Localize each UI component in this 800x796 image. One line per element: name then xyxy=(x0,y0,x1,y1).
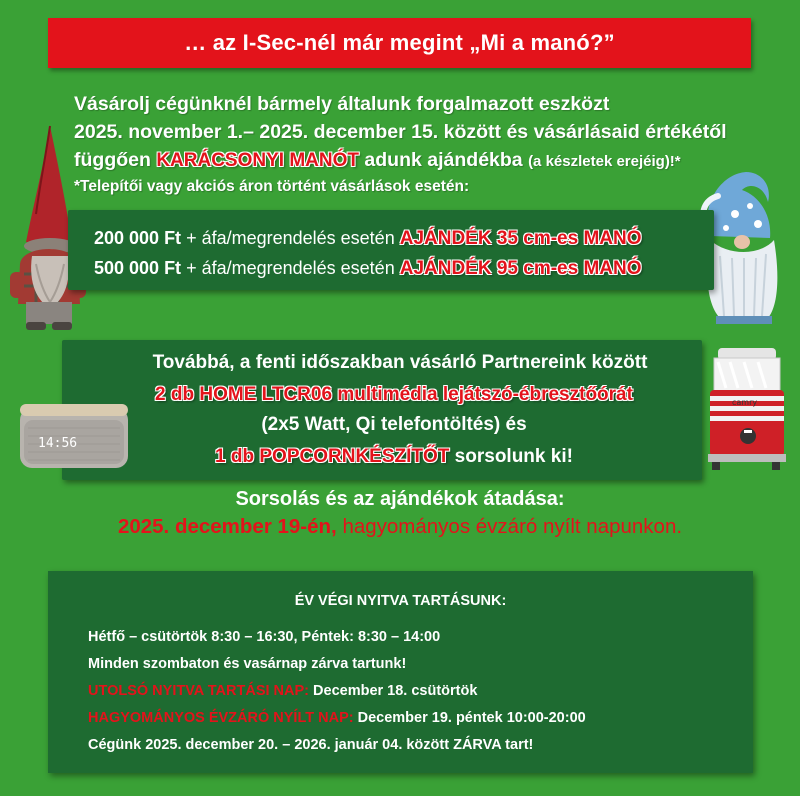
intro-text-a: függően xyxy=(74,149,157,171)
hours-closed-period: Cégünk 2025. december 20. – 2026. január 04. között ZÁRVA tart! xyxy=(88,737,534,753)
draw-event: hagyományos évzáró nyílt napunkon. xyxy=(336,515,683,538)
opening-hours-box xyxy=(48,571,753,773)
raffle-line-4 xyxy=(62,446,702,468)
draw-date-line xyxy=(0,515,800,539)
hours-weekdays: Hétfő – csütörtök 8:30 – 16:30, Péntek: 8:30 – 14:00 xyxy=(88,629,441,645)
offer-condition: + áfa/megrendelés esetén xyxy=(181,228,400,248)
offer-amount: 500 000 Ft xyxy=(94,258,182,278)
open-day-value: December 19. péntek 10:00-20:00 xyxy=(353,710,586,726)
stock-note: (a készletek erejéig)!* xyxy=(528,153,681,170)
draw-title: Sorsolás és az ajándékok átadása: xyxy=(235,488,565,510)
intro-text-b: adunk ajándékba xyxy=(359,149,529,171)
christmas-gnome-highlight: KARÁCSONYI MANÓT xyxy=(156,150,359,171)
draw-info xyxy=(0,488,800,539)
banner-title: … az I-Sec-nél már megint „Mi a manó?” xyxy=(184,30,615,55)
offer-row-35cm xyxy=(94,228,642,250)
raffle-clock-prize: 2 db HOME LTCR06 multimédia lejátszó-ébresztőórát xyxy=(155,384,633,405)
raffle-line-1: Továbbá, a fenti időszakban vásárló Partnereink között xyxy=(152,352,648,373)
offer-row-95cm xyxy=(94,258,642,280)
raffle-popcorn-prize: 1 db POPCORNKÉSZÍTŐT xyxy=(215,446,450,467)
opening-hours-title: ÉV VÉGI NYITVA TARTÁSUNK: xyxy=(294,593,507,609)
clock-display: 14:56 xyxy=(38,436,78,451)
intro-line-2: 2025. november 1.– 2025. december 15. között és vásárlásaid értékétől xyxy=(74,121,727,143)
intro-line-1: Vásárolj cégünknél bármely általunk forgalmazott eszközt xyxy=(74,93,610,115)
alarm-clock-speaker-image xyxy=(18,400,130,474)
hours-weekend: Minden szombaton és vasárnap zárva tartunk! xyxy=(88,656,407,672)
popcorn-brand: camry xyxy=(732,398,758,407)
open-day-label: HAGYOMÁNYOS ÉVZÁRÓ NYÍLT NAP: xyxy=(88,710,354,726)
raffle-line-4-text: sorsolunk ki! xyxy=(449,446,573,467)
offer-amount: 200 000 Ft xyxy=(94,228,182,248)
gift-offer-box xyxy=(68,210,714,290)
raffle-line-3: (2x5 Watt, Qi telefontöltés) és xyxy=(261,414,527,435)
offer-condition: + áfa/megrendelés esetén xyxy=(181,258,400,278)
hours-last-open-day xyxy=(88,683,477,699)
intro-footnote: *Telepítői vagy akciós áron történt vásárlások esetén: xyxy=(74,178,470,195)
last-open-day-value: December 18. csütörtök xyxy=(309,683,478,699)
intro-text xyxy=(74,90,754,198)
raffle-box xyxy=(62,340,702,480)
offer-gift: AJÁNDÉK 95 cm-es MANÓ xyxy=(399,258,642,279)
intro-line-3 xyxy=(74,146,754,176)
offer-gift: AJÁNDÉK 35 cm-es MANÓ xyxy=(399,228,642,249)
hours-open-day xyxy=(88,710,586,726)
draw-date: 2025. december 19-én, xyxy=(117,515,337,538)
top-banner xyxy=(48,18,751,68)
popcorn-maker-image xyxy=(704,344,788,474)
last-open-day-label: UTOLSÓ NYITVA TARTÁSI NAP: xyxy=(88,683,309,699)
